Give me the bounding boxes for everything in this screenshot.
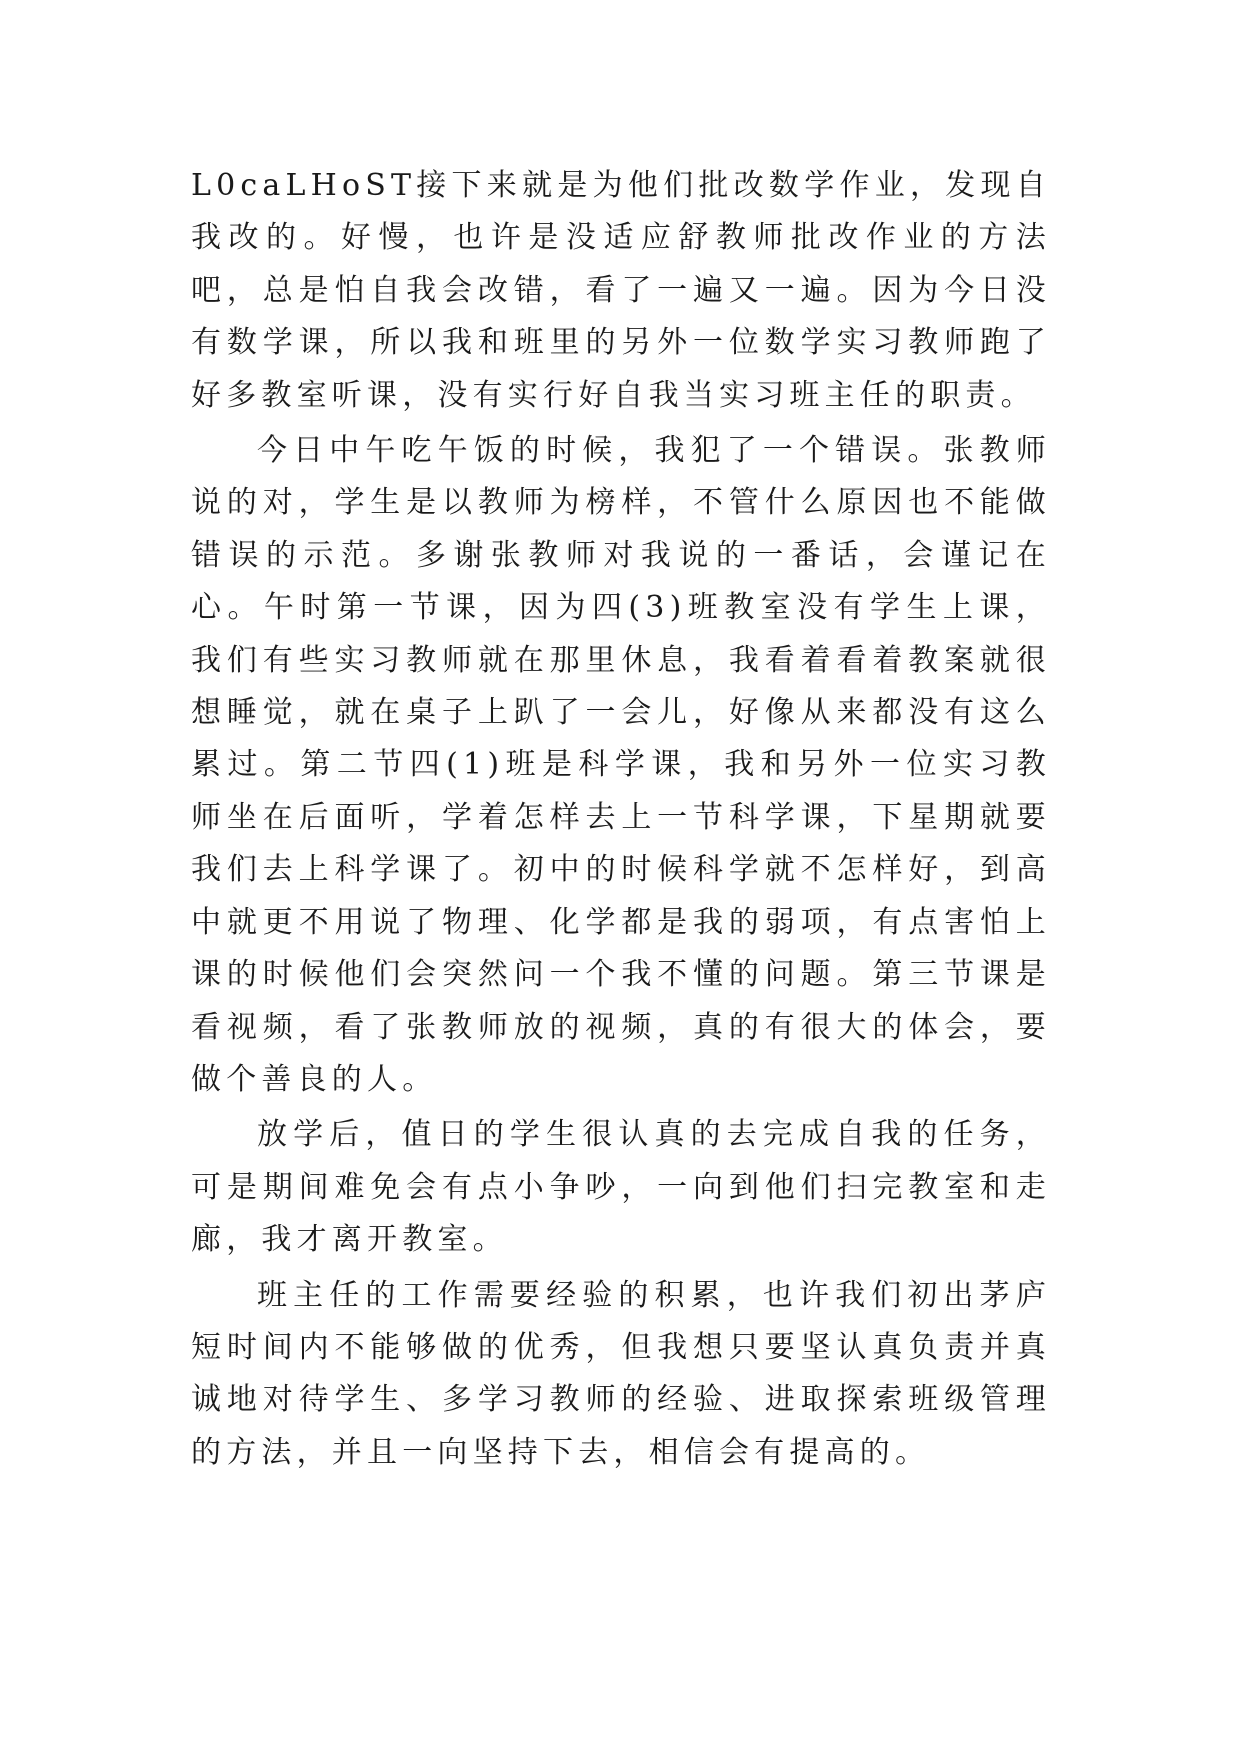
paragraph-1: L0caLHoST接下来就是为他们批改数学作业，发现自我改的。好慢，也许是没适应舒教师批改作业的方法吧，总是怕自我会改错，看了一遍又一遍。因为今日没有数学课，所以我和班里的另外一位数学实习教师跑了好多教室听课，没有实行好自我当实习班主任的职责。 <box>191 168 1051 413</box>
paragraph-3: 放学后，值日的学生很认真的去完成自我的任务，可是期间难免会有点小争吵，一向到他们扫完教室和走廊，我才离开教室。 <box>191 1117 1051 1258</box>
paragraph-2: 今日中午吃午饭的时候，我犯了一个错误。张教师说的对，学生是以教师为榜样，不管什么原因也不能做错误的示范。多谢张教师对我说的一番话，会谨记在心。午时第一节课，因为四(3)班教室没有学生上课，我们有些实习教师就在那里休息，我看着看着教案就很想睡觉，就在桌子上趴了一会儿，好像从来都没有这么累过。第二节四(1)班是科学课，我和另外一位实习教师坐在后面听，学着怎样去上一节科学课，下星期就要我们去上科学课了。初中的时候科学就不怎样好，到高中就更不用说了物理、化学都是我的弱项，有点害怕上课的时候他们会突然问一个我不懂的问题。第三节课是看视频，看了张教师放的视频，真的有很大的体会，要做个善良的人。 <box>191 433 1051 1097</box>
document-body <box>191 160 1051 1479</box>
paragraph-4: 班主任的工作需要经验的积累，也许我们初出茅庐短时间内不能够做的优秀，但我想只要坚认真负责并真诚地对待学生、多学习教师的经验、进取探索班级管理的方法，并且一向坚持下去，相信会有提高的。 <box>191 1277 1051 1470</box>
